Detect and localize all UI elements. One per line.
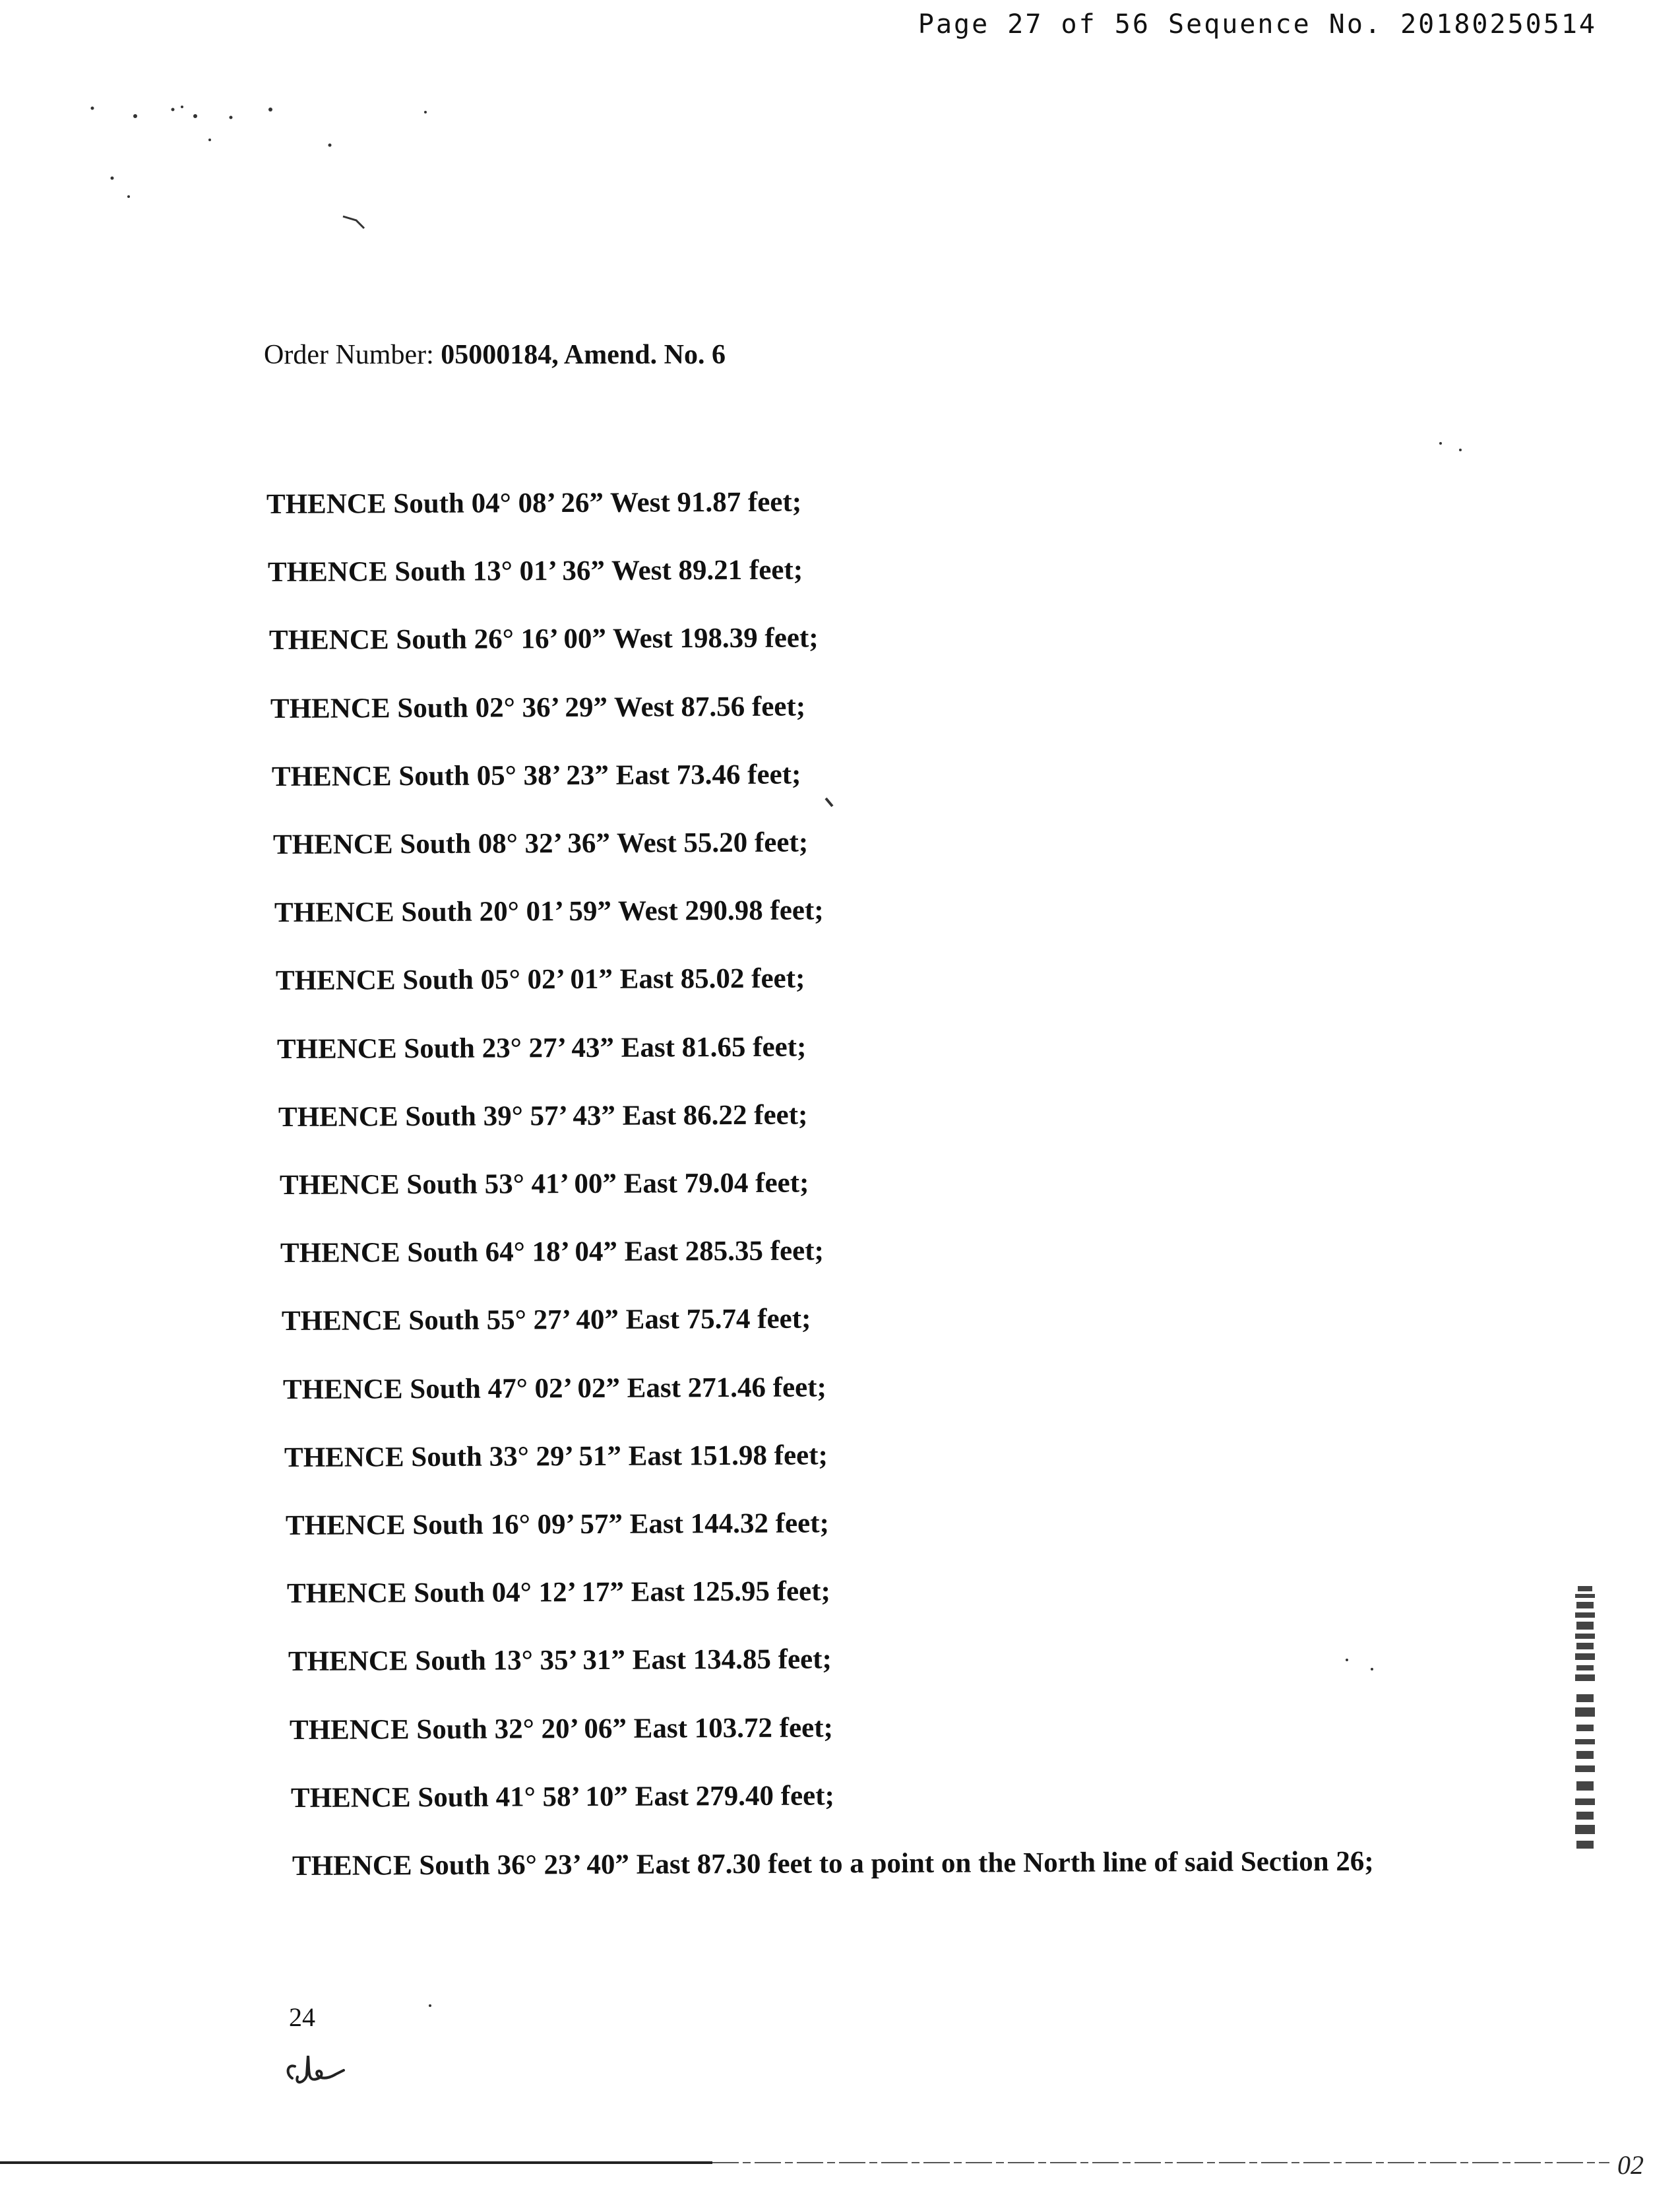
bearing-call: THENCE South 36° 23’ 40” East 87.30 feet to a point on the North line of said Section 26; bbox=[292, 1845, 1374, 1882]
bearing-call: THENCE South 13° 35’ 31” East 134.85 feet; bbox=[288, 1643, 832, 1678]
order-number-value: 05000184, Amend. No. 6 bbox=[441, 340, 726, 370]
bearing-call: THENCE South 64° 18’ 04” East 285.35 feet; bbox=[280, 1235, 824, 1269]
vertical-recording-stamp bbox=[1566, 1583, 1605, 1854]
bearing-call: THENCE South 55° 27’ 40” East 75.74 feet; bbox=[282, 1303, 811, 1337]
bearing-call: THENCE South 33° 29’ 51” East 151.98 feet; bbox=[284, 1440, 828, 1473]
bearing-call: THENCE South 26° 16’ 00” West 198.39 feet; bbox=[268, 622, 819, 656]
bearing-call: THENCE South 41° 58’ 10” East 279.40 feet; bbox=[290, 1780, 835, 1814]
bearing-call: THENCE South 08° 32’ 36” West 55.20 feet; bbox=[272, 827, 808, 860]
bottom-scan-rule bbox=[0, 2156, 1680, 2169]
bearing-call: THENCE South 47° 02’ 02” East 271.46 feet; bbox=[283, 1371, 827, 1405]
bearing-call: THENCE South 39° 57’ 43” East 86.22 feet; bbox=[278, 1099, 808, 1133]
bearing-call: THENCE South 20° 01’ 59” West 290.98 feet; bbox=[274, 895, 824, 929]
bearing-call: THENCE South 16° 09’ 57” East 144.32 feet; bbox=[286, 1508, 830, 1541]
bearing-call: THENCE South 13° 01’ 36” West 89.21 feet; bbox=[267, 554, 803, 588]
bearing-call: THENCE South 04° 08’ 26” West 91.87 feet; bbox=[266, 486, 802, 520]
corner-mark: 02 bbox=[1617, 2150, 1644, 2180]
order-number-label: Order Number: bbox=[264, 340, 434, 370]
handwritten-initials bbox=[280, 2047, 359, 2093]
bearing-call: THENCE South 23° 27’ 43” East 81.65 feet; bbox=[276, 1031, 807, 1065]
bearing-call: THENCE South 32° 20’ 06” East 103.72 feet; bbox=[289, 1711, 834, 1746]
bearing-call: THENCE South 05° 38’ 23” East 73.46 feet; bbox=[271, 759, 801, 792]
bearing-call: THENCE South 04° 12’ 17” East 125.95 feet; bbox=[287, 1575, 831, 1610]
bearing-call: THENCE South 05° 02’ 01” East 85.02 feet; bbox=[275, 963, 805, 997]
page-sequence-header: Page 27 of 56 Sequence No. 20180250514 bbox=[918, 9, 1597, 40]
page-number: 24 bbox=[289, 2002, 315, 2032]
bearing-call: THENCE South 53° 41’ 00” East 79.04 feet; bbox=[279, 1167, 809, 1201]
bearing-call: THENCE South 02° 36’ 29” West 87.56 feet; bbox=[270, 691, 806, 724]
